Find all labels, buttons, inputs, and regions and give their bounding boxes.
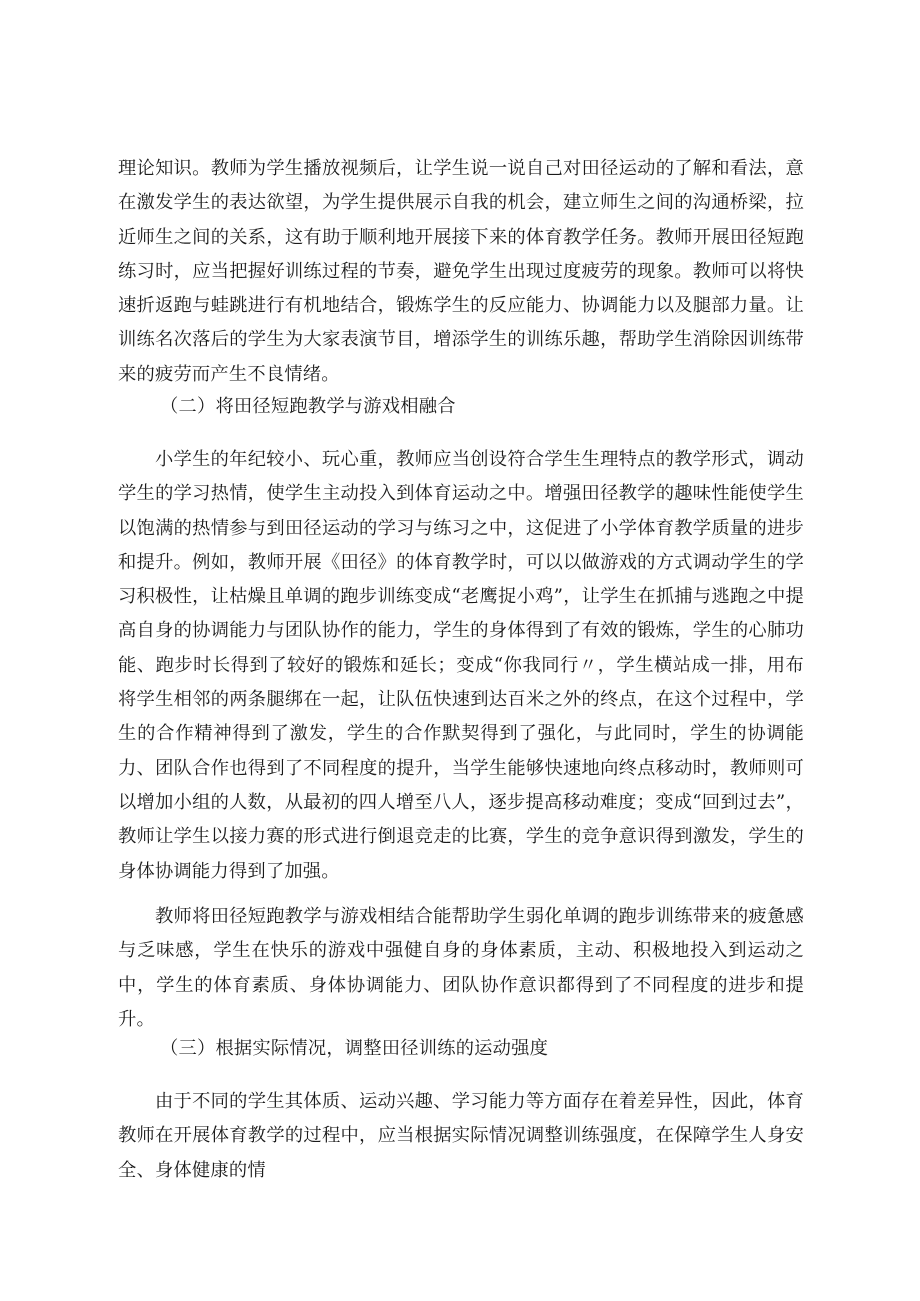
body-paragraph: 理论知识。教师为学生播放视频后，让学生说一说自己对田径运动的了解和看法，意在激发学生的表达欲望，为学生提供展示自我的机会，建立师生之间的沟通桥梁，拉近师生之间的关系，这有助于顺利地开展接下来的体育教学任务。教师开展田径短跑练习时，应当把握好训练过程的节奏，避免学生出现过度疲劳的现象。教师可以将快速折返跑与蛙跳进行有机地结合，锻炼学生的反应能力、协调能力以及腿部力量。让训练名次落后的学生为大家表演节目，增添学生的训练乐趣，帮助学生消除因训练带来的疲劳而产生不良情绪。 (118, 158, 804, 385)
body-paragraph: 小学生的年纪较小、玩心重，教师应当创设符合学生生理特点的教学形式，调动学生的学习热情，使学生主动投入到体育运动之中。增强田径教学的趣味性能使学生以饱满的热情参与到田径运动的学习与练习之中，这促进了小学体育教学质量的进步和提升。例如，教师开展《田径》的体育教学时，可以以做游戏的方式调动学生的学习积极性，让枯燥且单调的跑步训练变成“老鹰捉小鸡”，让学生在抓捕与逃跑之中提高自身的协调能力与团队协作的能力，学生的身体得到了有效的锻炼，学生的心肺功能、跑步时长得到了较好的锻炼和延长；变成“你我同行〃，学生横站成一排，用布将学生相邻的两条腿绑在一起，让队伍快速到达百米之外的终点，在这个过程中，学生的合作精神得到了激发，学生的合作默契得到了强化，与此同时，学生的协调能力、团队合作也得到了不同程度的提升，当学生能够快速地向终点移动时，教师则可以增加小组的人数，从最初的四人增至八人，逐步提高移动难度；变成“回到过去”，教师让学生以接力赛的形式进行倒退竞走的比赛，学生的竞争意识得到激发，学生的身体协调能力得到了加强。 (118, 449, 804, 882)
section-heading: （二）将田径短跑教学与游戏相融合 (160, 396, 456, 417)
section-heading: （三）根据实际情况，调整田径训练的运动强度 (160, 1038, 549, 1059)
body-paragraph: 由于不同的学生其体质、运动兴趣、学习能力等方面存在着差异性，因此，体育教师在开展体育教学的过程中，应当根据实际情况调整训练强度，在保障学生人身安全、身体健康的情 (118, 1091, 804, 1181)
body-paragraph: 教师将田径短跑教学与游戏相结合能帮助学生弱化单调的跑步训练带来的疲惫感与乏味感，学生在快乐的游戏中强健自身的身体素质，主动、积极地投入到运动之中，学生的体育素质、身体协调能力、团队协作意识都得到了不同程度的进步和提升。 (118, 906, 804, 1030)
